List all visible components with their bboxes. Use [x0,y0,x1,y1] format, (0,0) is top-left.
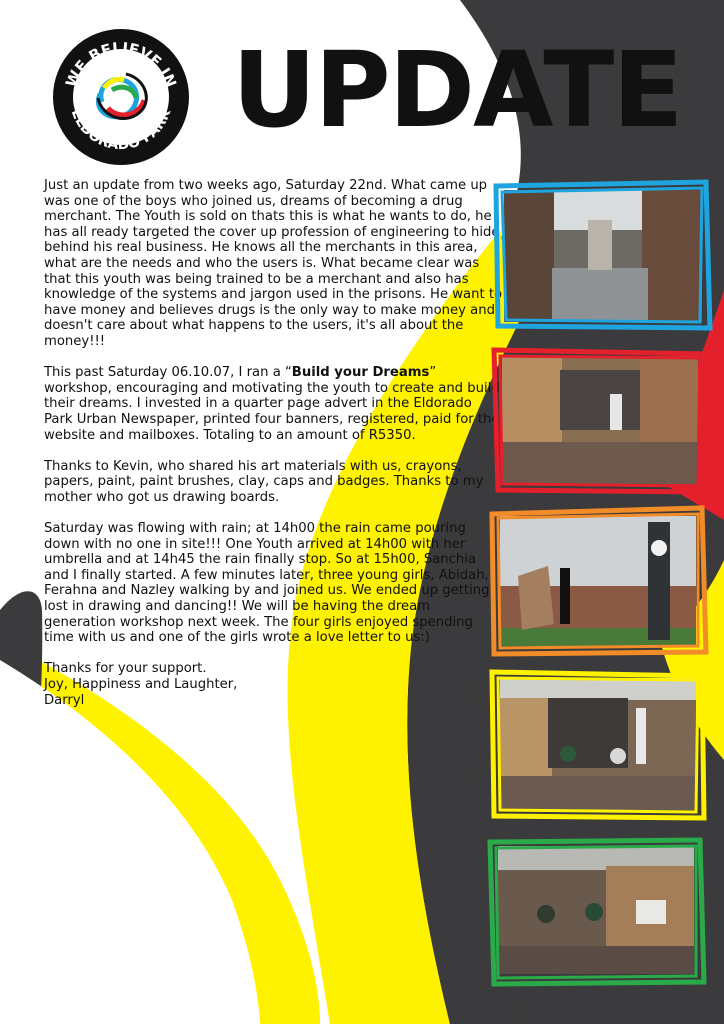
paragraph-drug-merchant: Just an update from two weeks ago, Saturday 22nd. What came up was one of the boys who joined us, dreams of becoming a drug merchant. The Youth is sold on thats this is what he wants to do, he has all ready targeted the cover up profession of engineering to hide behind his real business. He knows all the merchants in this area, what are the needs and who the users is. What became clear was that this youth was being trained to be a merchant and also has knowledge of the systems and jargon used in the prisons. He want to have money and believes drugs is the only way to make money and doesn't care about what happens to the users, it's all about the money!!! [44,178,503,349]
paragraph-rainy-saturday: Saturday was flowing with rain; at 14h00 the rain came pouring down with no one in site!!! One Youth arrived at 14h00 with her umbrella and at 14h45 the rain finally stop. So at 15h00, Sanchia and I finally started. A few minutes later, three young girls, Abidah, Ferahna and Nazley walking by and joined us. We ended up getting lost in drawing and dancing!! We will be having the dream generation workshop next week. The four girls enjoyed spending time with us and one of the girls wrote a love letter to us:) [44,521,490,646]
garage-flooded-photo [490,346,712,496]
p2-lead-text: This past Saturday 06.10.07, I ran a “ [44,365,292,381]
garage-group-photo [486,836,708,986]
article-body [44,178,504,708]
paragraph-build-your-dreams [44,365,504,443]
logo-top-text: WE BELIEVE IN [61,38,180,90]
workshop-name: Build your Dreams [291,365,430,381]
signoff-line-3: Darryl [44,692,85,708]
page-headline: UPDATE [232,29,682,151]
rainy-yard-photo [492,180,714,332]
garage-drawing-photo [488,668,710,822]
logo-bottom-text: ELDORADO PARK [67,106,175,154]
banner-flag-photo [488,506,710,656]
p2-rest-text: ” workshop, encouraging and motivating the youth to create and build their dreams. I invested in a quarter page advert in the Eldorado Park Urban Newspaper, printed four banners, registered, paid for the website and mailboxes. Totaling to an amount of R5350. [44,365,500,443]
signoff-line-1: Thanks for your support. [44,661,207,677]
paragraph-thanks-kevin: Thanks to Kevin, who shared his art materials with us, crayons, papers, paint, paint brushes, clay, caps and badges. Thanks to my mother who got us drawing boards. [44,458,484,505]
eldorado-park-logo [52,28,190,166]
signoff-line-2: Joy, Happiness and Laughter, [44,677,238,692]
